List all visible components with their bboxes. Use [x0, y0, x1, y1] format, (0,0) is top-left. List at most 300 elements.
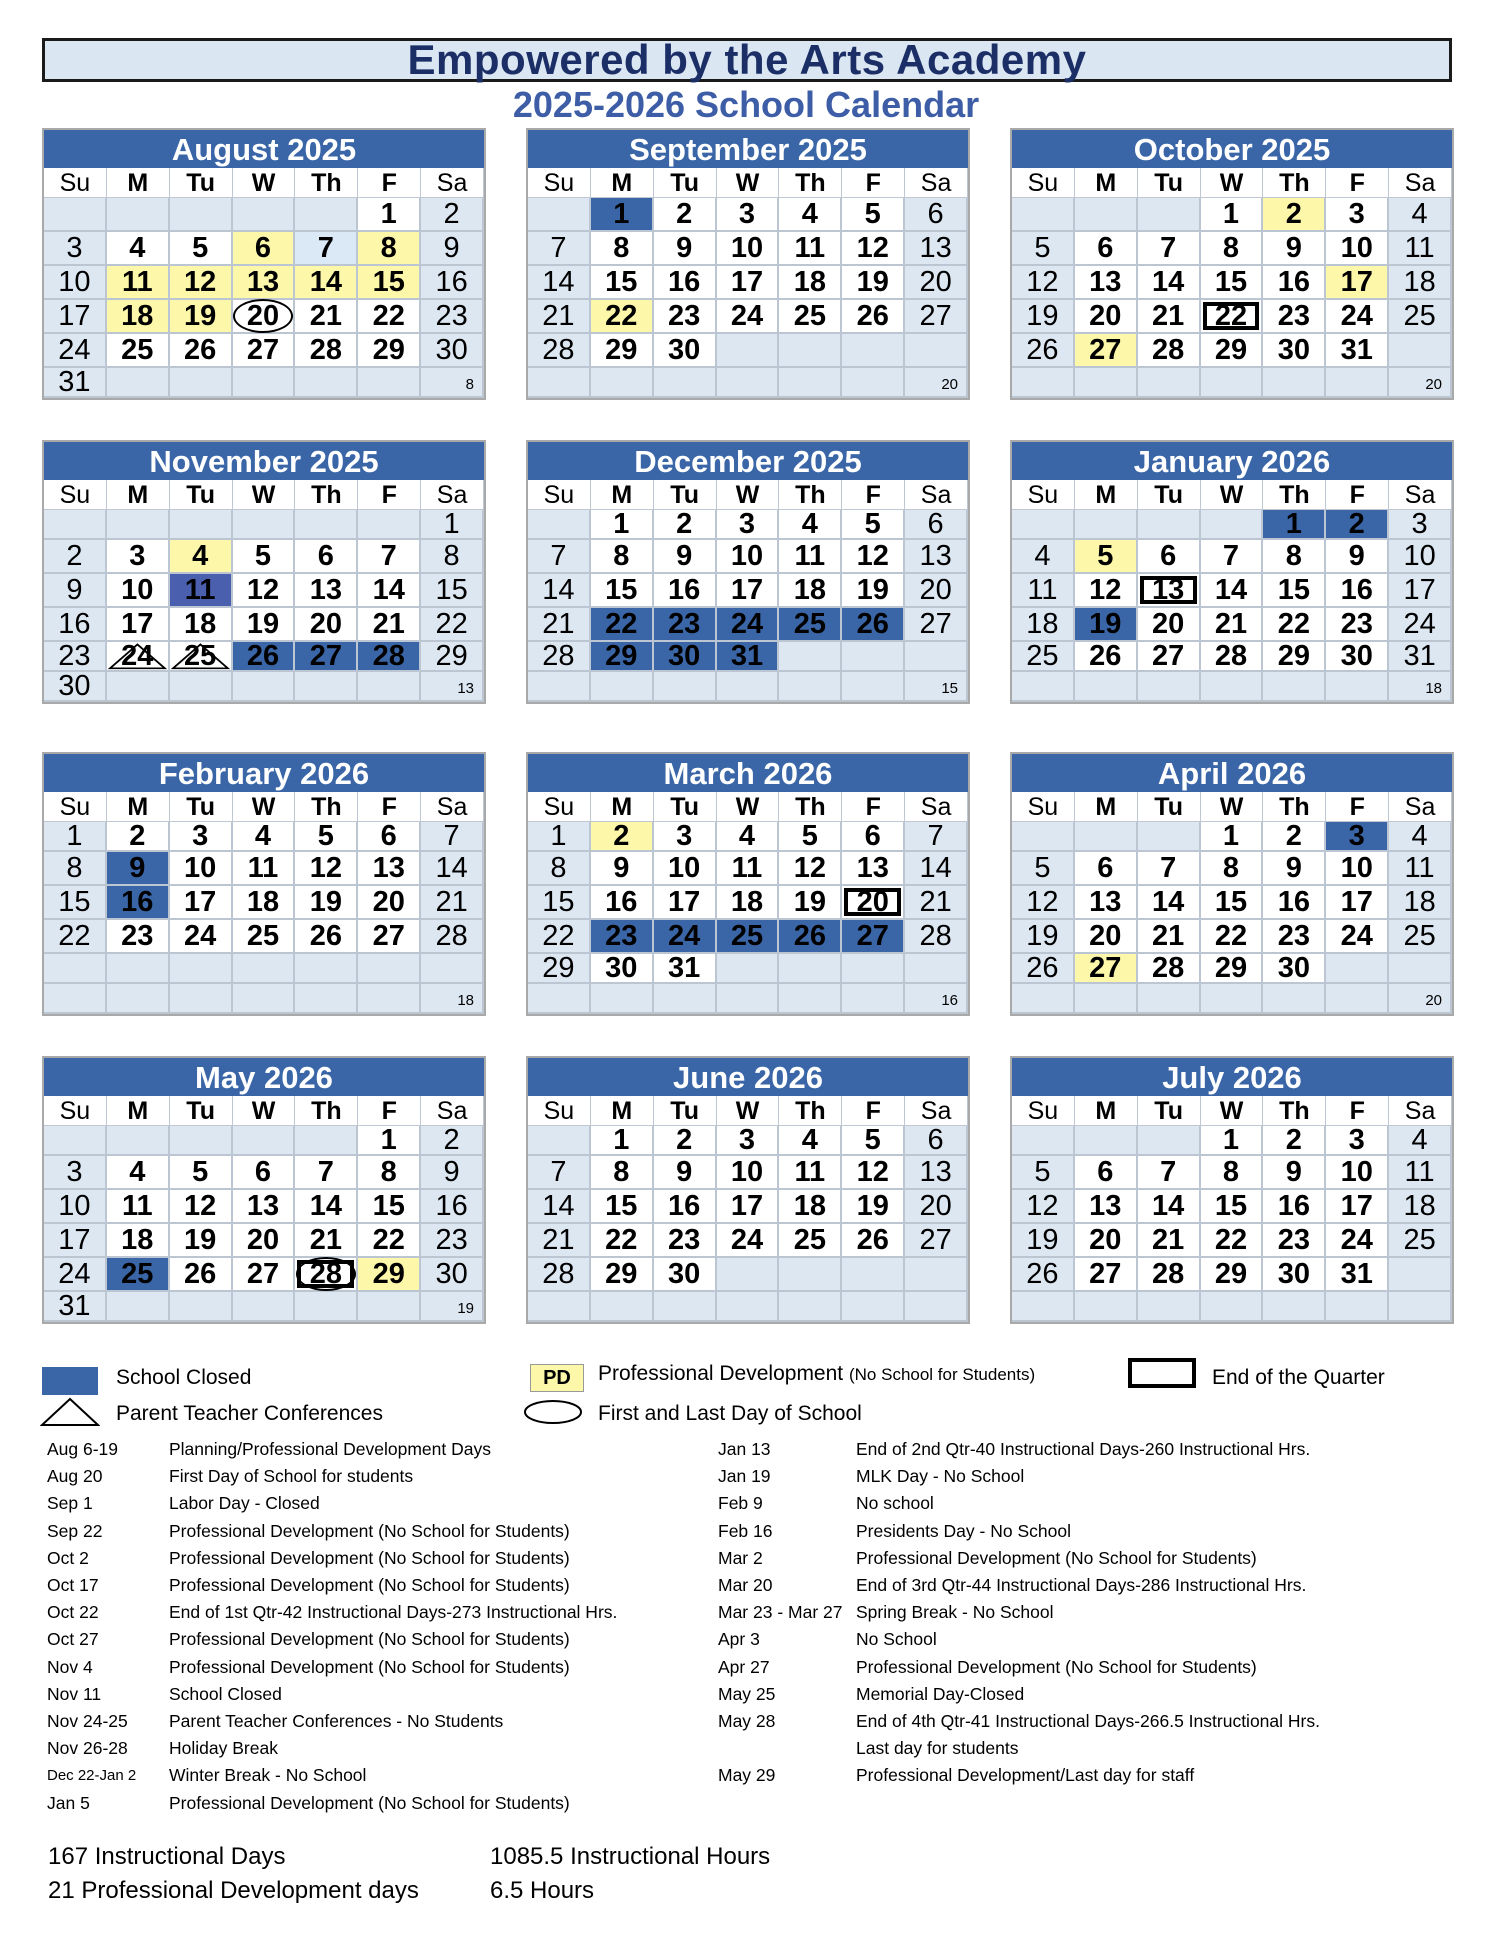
- day-number: 19: [309, 885, 342, 918]
- day-cell: [528, 886, 591, 920]
- day-number: 11: [1404, 231, 1435, 264]
- day-cell: [295, 639, 358, 672]
- empty-cell: [1263, 368, 1326, 398]
- day-cell: [1138, 266, 1201, 300]
- day-cell: [421, 334, 484, 368]
- day-cell: [44, 1224, 107, 1258]
- empty-cell: [170, 954, 233, 984]
- day-cell: [1012, 852, 1075, 886]
- empty-cell: [1012, 510, 1075, 540]
- day-number: 25: [730, 919, 764, 952]
- event-row: [47, 1762, 617, 1789]
- weekday-header: Th: [779, 792, 842, 822]
- day-cell: [1138, 920, 1201, 954]
- day-cell: [421, 819, 484, 852]
- day-number: 31: [1403, 639, 1436, 672]
- day-number: 23: [668, 607, 701, 640]
- empty-cell: [358, 954, 421, 984]
- day-number: 8: [1222, 231, 1240, 264]
- day-cell: [421, 608, 484, 642]
- day-number: 12: [1089, 573, 1122, 606]
- day-cell: [421, 1156, 484, 1190]
- day-cell: [1138, 608, 1201, 642]
- day-cell: [654, 266, 717, 300]
- legend-pd-swatch: [530, 1364, 584, 1392]
- day-cell: [591, 507, 654, 540]
- day-number: 18: [730, 885, 764, 918]
- day-number: 14: [1152, 265, 1185, 298]
- day-cell: [654, 639, 717, 672]
- day-cell: [654, 1156, 717, 1190]
- day-number: 9: [676, 1155, 693, 1188]
- day-number: 28: [372, 639, 405, 672]
- day-number: 5: [801, 819, 818, 852]
- day-cell: [44, 232, 107, 266]
- empty-cell: [1263, 1292, 1326, 1322]
- day-cell: [1201, 1190, 1264, 1224]
- month-title: October 2025: [1012, 130, 1452, 168]
- day-cell: [1075, 540, 1138, 574]
- day-number: 7: [317, 231, 334, 264]
- day-cell: [591, 886, 654, 920]
- day-cell: [905, 198, 968, 232]
- day-number: 15: [372, 1189, 405, 1222]
- empty-cell: [779, 642, 842, 672]
- day-cell: [528, 1258, 591, 1292]
- day-number: 5: [317, 819, 334, 852]
- calendar-subtitle: 2025-2026 School Calendar: [512, 84, 980, 125]
- event-row: [718, 1572, 1320, 1599]
- day-number: 21: [309, 299, 342, 332]
- event-description: First Day of School for students: [169, 1466, 414, 1487]
- day-number: 26: [309, 919, 342, 952]
- day-number: 22: [1214, 919, 1248, 952]
- day-cell: [1263, 1258, 1326, 1292]
- day-number: 31: [1340, 1257, 1373, 1290]
- empty-cell: [170, 984, 233, 1014]
- day-number: 16: [58, 607, 91, 640]
- day-number: 24: [1340, 919, 1373, 952]
- day-cell: [421, 1123, 484, 1156]
- day-number: 7: [550, 231, 567, 264]
- day-number: 7: [1160, 1155, 1177, 1188]
- day-cell: [295, 232, 358, 266]
- day-number: 16: [435, 1189, 468, 1222]
- day-cell: [44, 1289, 107, 1322]
- empty-cell: [905, 984, 968, 1014]
- event-date: Nov 26-28: [47, 1738, 128, 1759]
- day-cell: [654, 608, 717, 642]
- weekday-header: Th: [779, 168, 842, 198]
- empty-cell: [358, 984, 421, 1014]
- day-number: 4: [129, 231, 146, 264]
- day-cell: [528, 639, 591, 672]
- day-number: 8: [1285, 539, 1302, 572]
- day-number: 13: [246, 1189, 280, 1222]
- day-cell: [779, 886, 842, 920]
- day-cell: [107, 300, 170, 334]
- empty-cell: [1012, 1126, 1075, 1156]
- day-number: 16: [121, 885, 154, 918]
- day-number: 16: [668, 265, 701, 298]
- event-row: [718, 1626, 1320, 1653]
- day-cell: [528, 1224, 591, 1258]
- day-cell: [1138, 1190, 1201, 1224]
- day-cell: [717, 1123, 780, 1156]
- day-number: 20: [1089, 299, 1122, 332]
- weekday-header: F: [358, 1096, 421, 1126]
- day-number: 10: [1340, 231, 1373, 264]
- day-cell: [1075, 608, 1138, 642]
- weekday-header: W: [233, 168, 296, 198]
- day-cell: [44, 365, 107, 398]
- day-cell: [779, 507, 842, 540]
- day-number: 22: [58, 919, 91, 952]
- weekday-header: W: [233, 1096, 296, 1126]
- empty-cell: [107, 1292, 170, 1322]
- weekday-header: W: [717, 168, 780, 198]
- day-number: 16: [1277, 885, 1310, 918]
- event-row: [47, 1654, 617, 1681]
- day-cell: [1012, 951, 1075, 984]
- day-number: 9: [1348, 539, 1365, 572]
- day-number: 8: [1222, 1155, 1240, 1188]
- day-number: 25: [121, 333, 154, 366]
- day-cell: [591, 1258, 654, 1292]
- day-cell: [107, 1224, 170, 1258]
- day-number: 28: [435, 919, 468, 952]
- day-cell: [421, 507, 484, 540]
- empty-cell: [1326, 368, 1389, 398]
- day-number: 23: [58, 639, 91, 672]
- empty-cell: [654, 984, 717, 1014]
- day-number: 17: [730, 573, 764, 606]
- day-cell: [1201, 886, 1264, 920]
- day-cell: [1138, 1258, 1201, 1292]
- day-cell: [1326, 1190, 1389, 1224]
- day-cell: [1201, 574, 1264, 608]
- day-cell: [1012, 639, 1075, 672]
- day-cell: [421, 1258, 484, 1292]
- day-cell: [1389, 886, 1452, 920]
- day-cell: [528, 1190, 591, 1224]
- day-number: 4: [738, 819, 756, 852]
- empty-cell: [1012, 984, 1075, 1014]
- empty-cell: [1075, 672, 1138, 702]
- day-number: 5: [1097, 539, 1114, 572]
- event-description: Professional Development (No School for Students): [169, 1520, 570, 1541]
- weekday-header: Su: [44, 168, 107, 198]
- day-cell: [1263, 951, 1326, 984]
- day-cell: [1389, 639, 1452, 672]
- day-number: 22: [1214, 299, 1248, 332]
- day-number: 19: [793, 885, 826, 918]
- instructional-day-count: 13: [457, 680, 474, 697]
- event-description: No school: [856, 1493, 934, 1514]
- day-number: 7: [550, 1155, 567, 1188]
- weekday-header: Sa: [1389, 168, 1452, 198]
- empty-cell: [1389, 334, 1452, 368]
- empty-cell: [358, 672, 421, 702]
- day-cell: [295, 852, 358, 886]
- day-number: 18: [246, 885, 280, 918]
- legend-ptc-label: Parent Teacher Conferences: [116, 1402, 383, 1425]
- day-cell: [717, 1156, 780, 1190]
- day-number: 1: [613, 197, 630, 230]
- day-number: 3: [66, 1155, 83, 1188]
- day-number: 13: [309, 573, 342, 606]
- weekday-header: W: [233, 792, 296, 822]
- day-cell: [107, 540, 170, 574]
- day-number: 27: [309, 639, 342, 672]
- day-cell: [717, 608, 780, 642]
- day-number: 8: [613, 1155, 630, 1188]
- day-cell: [1389, 608, 1452, 642]
- day-number: 11: [794, 231, 826, 264]
- event-row: [47, 1626, 617, 1653]
- day-number: 23: [1340, 607, 1373, 640]
- day-cell: [1012, 1156, 1075, 1190]
- day-cell: [1263, 1224, 1326, 1258]
- weekday-header: Tu: [170, 1096, 233, 1126]
- day-number: 11: [731, 851, 763, 884]
- day-cell: [107, 1190, 170, 1224]
- day-number: 27: [856, 919, 889, 952]
- day-number: 25: [246, 919, 280, 952]
- event-date: [718, 1735, 856, 1762]
- event-description: Professional Development (No School for Students): [169, 1656, 570, 1677]
- day-cell: [1075, 920, 1138, 954]
- day-cell: [905, 886, 968, 920]
- day-cell: [170, 639, 233, 672]
- empty-cell: [779, 672, 842, 702]
- day-cell: [358, 1190, 421, 1224]
- day-cell: [170, 886, 233, 920]
- empty-cell: [1138, 198, 1201, 232]
- legend-pd-tag: PD: [543, 1366, 571, 1389]
- event-row: [47, 1708, 617, 1735]
- day-cell: [1326, 507, 1389, 540]
- day-number: 5: [1034, 851, 1051, 884]
- day-number: 31: [730, 639, 764, 672]
- empty-cell: [1326, 984, 1389, 1014]
- day-number: 3: [1411, 507, 1428, 540]
- event-description: Professional Development (No School for Students): [169, 1575, 570, 1596]
- empty-cell: [779, 368, 842, 398]
- day-cell: [1326, 852, 1389, 886]
- empty-cell: [1012, 1292, 1075, 1322]
- day-number: 2: [66, 539, 83, 572]
- day-number: 11: [121, 265, 153, 298]
- day-number: 26: [856, 1223, 889, 1256]
- day-cell: [654, 232, 717, 266]
- day-number: 12: [856, 231, 889, 264]
- day-number: 29: [1214, 951, 1248, 984]
- day-cell: [1389, 920, 1452, 954]
- weekday-header: F: [358, 480, 421, 510]
- weekday-header: Su: [528, 168, 591, 198]
- weekday-header: Th: [779, 1096, 842, 1126]
- day-number: 16: [668, 1189, 701, 1222]
- day-cell: [1012, 1258, 1075, 1292]
- day-number: 20: [919, 573, 952, 606]
- empty-cell: [1138, 1292, 1201, 1322]
- weekday-header: M: [1075, 168, 1138, 198]
- day-cell: [717, 1190, 780, 1224]
- day-cell: [170, 232, 233, 266]
- day-number: 14: [309, 1189, 342, 1222]
- weekday-header: Tu: [1138, 480, 1201, 510]
- day-cell: [654, 1190, 717, 1224]
- weekday-header: Sa: [1389, 480, 1452, 510]
- empty-cell: [654, 672, 717, 702]
- day-cell: [107, 920, 170, 954]
- day-cell: [233, 300, 296, 334]
- empty-cell: [44, 984, 107, 1014]
- event-description: Professional Development/Last day for staff: [856, 1765, 1195, 1786]
- day-cell: [1138, 300, 1201, 334]
- day-cell: [107, 232, 170, 266]
- day-cell: [1201, 540, 1264, 574]
- day-number: 10: [730, 539, 764, 572]
- weekday-header: Sa: [905, 480, 968, 510]
- day-cell: [591, 852, 654, 886]
- legend-closed-swatch: [42, 1367, 98, 1395]
- day-cell: [170, 852, 233, 886]
- day-cell: [717, 300, 780, 334]
- day-number: 12: [1026, 885, 1059, 918]
- day-cell: [170, 1156, 233, 1190]
- event-date: Oct 17: [47, 1575, 99, 1596]
- empty-cell: [905, 368, 968, 398]
- instructional-day-count: 20: [941, 376, 958, 393]
- day-number: 10: [121, 573, 154, 606]
- day-number: 25: [1403, 1223, 1436, 1256]
- day-number: 26: [246, 639, 280, 672]
- day-cell: [842, 1224, 905, 1258]
- day-cell: [1201, 334, 1264, 368]
- day-cell: [842, 886, 905, 920]
- day-cell: [654, 574, 717, 608]
- instructional-day-count: 19: [457, 1300, 474, 1317]
- day-cell: [717, 886, 780, 920]
- empty-cell: [842, 954, 905, 984]
- day-cell: [44, 1156, 107, 1190]
- event-row: [718, 1490, 1320, 1517]
- day-number: 7: [550, 539, 567, 572]
- event-date: Feb 9: [718, 1493, 763, 1514]
- day-cell: [1012, 920, 1075, 954]
- day-number: 28: [542, 639, 575, 672]
- day-cell: [233, 232, 296, 266]
- day-number: 5: [1034, 231, 1051, 264]
- empty-cell: [233, 368, 296, 398]
- empty-cell: [1326, 954, 1389, 984]
- event-date: May 25: [718, 1683, 776, 1704]
- day-number: 24: [1340, 1223, 1373, 1256]
- weekday-header: W: [1201, 1096, 1264, 1126]
- day-cell: [1012, 1224, 1075, 1258]
- day-number: 18: [121, 299, 154, 332]
- day-number: 6: [317, 539, 334, 572]
- empty-cell: [1075, 1126, 1138, 1156]
- day-cell: [421, 920, 484, 954]
- empty-cell: [654, 368, 717, 398]
- day-number: 30: [605, 951, 638, 984]
- day-cell: [779, 920, 842, 954]
- day-cell: [528, 920, 591, 954]
- month-title: September 2025: [528, 130, 968, 168]
- month-january-2026: [1010, 440, 1454, 704]
- day-cell: [1263, 819, 1326, 852]
- day-number: 15: [1214, 1189, 1248, 1222]
- day-number: 24: [58, 1257, 91, 1290]
- day-cell: [358, 1224, 421, 1258]
- day-number: 18: [1403, 885, 1436, 918]
- day-number: 20: [919, 1189, 952, 1222]
- empty-cell: [1012, 822, 1075, 852]
- day-number: 15: [605, 1189, 638, 1222]
- day-number: 4: [801, 507, 818, 540]
- day-cell: [905, 608, 968, 642]
- day-cell: [421, 852, 484, 886]
- day-cell: [1389, 1224, 1452, 1258]
- event-description: Professional Development (No School for Students): [856, 1547, 1257, 1568]
- day-number: 8: [550, 851, 567, 884]
- day-number: 17: [1403, 573, 1436, 606]
- day-number: 4: [801, 1123, 818, 1156]
- day-number: 16: [1277, 1189, 1310, 1222]
- day-cell: [107, 639, 170, 672]
- empty-cell: [1075, 1292, 1138, 1322]
- day-number: 26: [1026, 951, 1059, 984]
- event-row: [47, 1681, 617, 1708]
- weekday-header: Su: [528, 480, 591, 510]
- empty-cell: [717, 1258, 780, 1292]
- empty-cell: [1138, 368, 1201, 398]
- day-cell: [107, 852, 170, 886]
- school-name: Empowered by the Arts Academy: [407, 36, 1087, 83]
- day-number: 13: [1089, 265, 1122, 298]
- empty-cell: [421, 672, 484, 702]
- empty-cell: [295, 510, 358, 540]
- day-cell: [1012, 1190, 1075, 1224]
- day-number: 2: [1285, 819, 1302, 852]
- day-number: 6: [380, 819, 397, 852]
- day-cell: [905, 1190, 968, 1224]
- day-number: 14: [435, 851, 468, 884]
- day-number: 24: [730, 299, 764, 332]
- day-number: 2: [1285, 197, 1302, 230]
- day-cell: [1201, 1258, 1264, 1292]
- day-number: 29: [605, 333, 638, 366]
- day-cell: [421, 1224, 484, 1258]
- day-number: 5: [192, 1155, 209, 1188]
- day-cell: [779, 540, 842, 574]
- day-number: 26: [793, 919, 826, 952]
- day-cell: [170, 300, 233, 334]
- day-number: 2: [676, 507, 693, 540]
- empty-cell: [842, 1292, 905, 1322]
- day-number: 3: [192, 819, 209, 852]
- day-cell: [44, 300, 107, 334]
- day-cell: [1326, 920, 1389, 954]
- day-cell: [591, 198, 654, 232]
- day-number: 2: [676, 1123, 693, 1156]
- weekday-header: F: [1326, 1096, 1389, 1126]
- day-cell: [779, 819, 842, 852]
- event-row: [47, 1599, 617, 1626]
